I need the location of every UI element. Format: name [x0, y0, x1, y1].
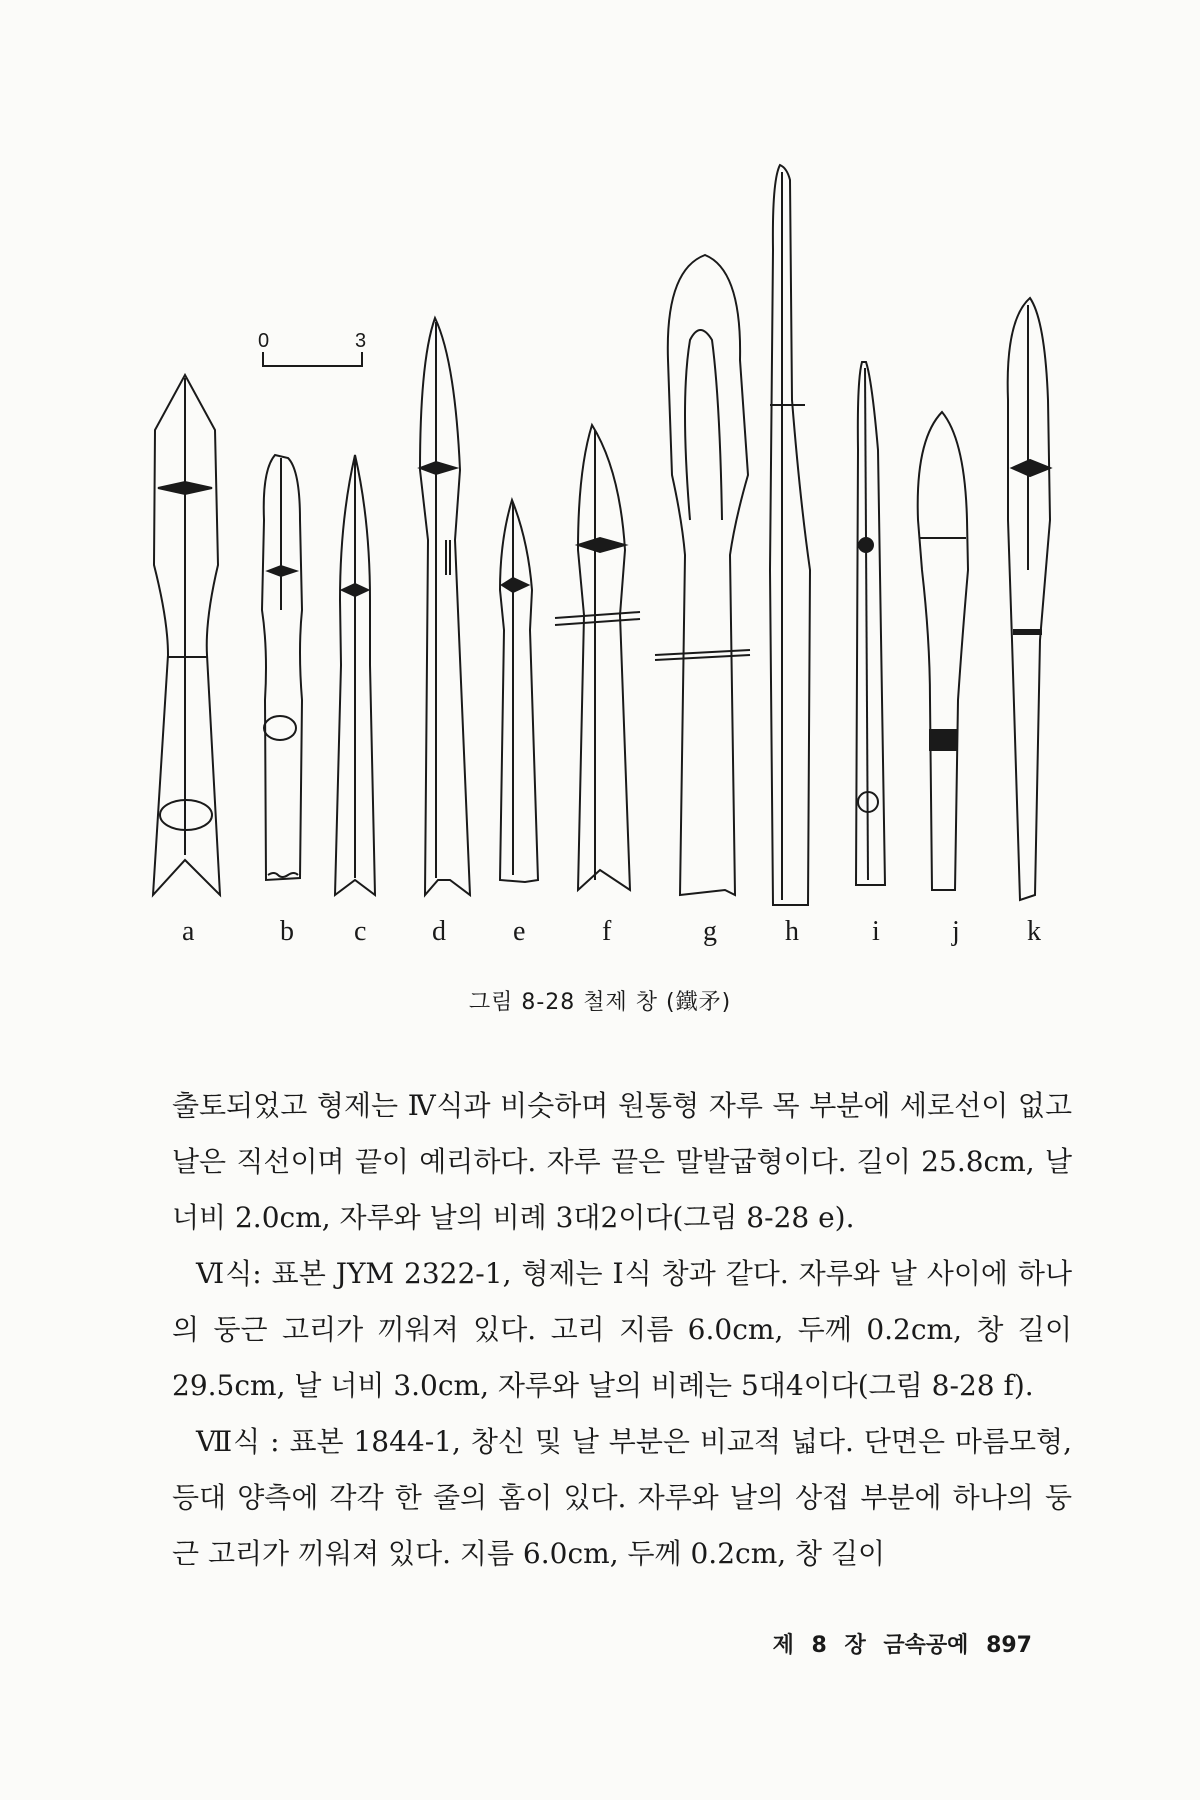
figure-label-d: d: [432, 916, 446, 947]
figure-label-a: a: [182, 916, 195, 947]
figure-label-c: c: [354, 916, 367, 947]
scale-label-start: 0: [258, 330, 270, 352]
spearhead-c: [335, 455, 375, 895]
page-number: 897: [986, 1633, 1032, 1658]
figure-label-j: j: [952, 916, 960, 947]
figure-label-g: g: [703, 916, 717, 947]
spearhead-h: [770, 165, 810, 905]
scale-label-end: 3: [355, 330, 367, 352]
chapter-title: 제 8 장 금속공예: [772, 1633, 969, 1658]
paragraph-1: 출토되었고 형제는 Ⅳ식과 비슷하며 원통형 자루 목 부분에 세로선이 없고 날은 직선이며 끝이 예리하다. 자루 끝은 말발굽형이다. 길이 25.8cm, 날 너비 2.0cm, 자루와 날의 비례 3대2이다(그림 8-28 e).: [172, 1089, 1072, 1234]
figure-label-e: e: [513, 916, 526, 947]
spearhead-b: [262, 455, 302, 880]
spearhead-i: [856, 362, 885, 885]
spearhead-j: [918, 412, 968, 890]
figure-label-i: i: [872, 916, 880, 947]
page-footer: [773, 1628, 1032, 1659]
spearhead-e: [500, 500, 538, 882]
body-text: [172, 1078, 1072, 1582]
figure-label-b: b: [280, 916, 294, 947]
figure-label-h: h: [785, 916, 799, 947]
spearhead-a: [153, 375, 220, 895]
paragraph-2: Ⅵ식: 표본 JYM 2322-1, 형제는 Ⅰ식 창과 같다. 자루와 날 사이에 하나의 둥근 고리가 끼워져 있다. 고리 지름 6.0cm, 두께 0.2cm, 창 길이 29.5cm, 날 너비 3.0cm, 자루와 날의 비례는 5대4이다(그림 8-28 f).: [172, 1257, 1072, 1402]
figure-label-k: k: [1027, 916, 1041, 947]
figure-caption: 그림 8-28 철제 창 (鐵矛): [468, 990, 732, 1015]
spearhead-k: [1008, 298, 1050, 900]
spearhead-g: [655, 255, 750, 895]
spearhead-d: [420, 318, 470, 895]
spearhead-f: [555, 425, 640, 890]
scale-bar: [263, 352, 362, 366]
figure-label-f: f: [602, 916, 612, 947]
paragraph-3: Ⅶ식 : 표본 1844-1, 창신 및 날 부분은 비교적 넓다. 단면은 마름모형, 등대 양측에 각각 한 줄의 홈이 있다. 자루와 날의 상접 부분에 하나의 둥근 고리가 끼워져 있다. 지름 6.0cm, 두께 0.2cm, 창 길이: [172, 1425, 1072, 1570]
